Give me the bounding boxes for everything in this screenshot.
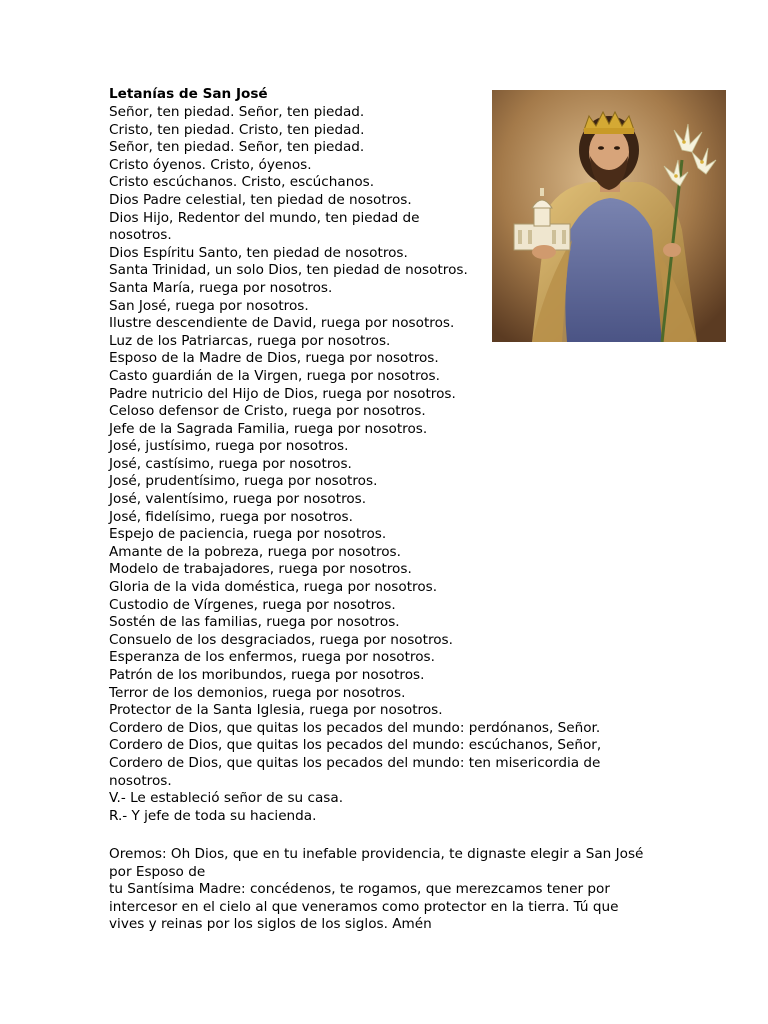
litany-line: Jefe de la Sagrada Familia, ruega por nosotros. (109, 420, 428, 437)
litany-line: Señor, ten piedad. Señor, ten piedad. (109, 139, 365, 156)
litany-line: Dios Espíritu Santo, ten piedad de nosotros. (109, 244, 408, 261)
litany-line: Padre nutricio del Hijo de Dios, ruega por nosotros. (109, 385, 456, 402)
litany-line: José, castísimo, ruega por nosotros. (109, 455, 352, 472)
prayer-line: tu Santísima Madre: concédenos, te rogamos, que merezcamos tener por (109, 881, 610, 898)
litany-line: Señor, ten piedad. Señor, ten piedad. (109, 104, 365, 120)
litany-line: R.- Y jefe de toda su hacienda. (109, 807, 317, 824)
litany-line: Luz de los Patriarcas, ruega por nosotros. (109, 332, 391, 349)
litany-line: Terror de los demonios, ruega por nosotros. (109, 684, 406, 701)
litany-line: Cordero de Dios, que quitas los pecados del mundo: perdónanos, Señor. (109, 719, 601, 736)
saint-joseph-illustration (492, 90, 726, 342)
litany-line: Santa María, ruega por nosotros. (109, 279, 333, 296)
litany-line: José, justísimo, ruega por nosotros. (109, 438, 349, 455)
litany-line: Gloria de la vida doméstica, ruega por nosotros. (109, 579, 438, 596)
litany-line: Esposo de la Madre de Dios, ruega por nosotros. (109, 350, 439, 367)
litany-line: Sostén de las familias, ruega por nosotros. (109, 614, 400, 631)
prayer-line: Oremos: Oh Dios, que en tu inefable providencia, te dignaste elegir a San José (109, 846, 644, 862)
litany-line: Esperanza de los enfermos, ruega por nosotros. (109, 649, 435, 666)
closing-prayer (109, 846, 669, 934)
litany-line: Patrón de los moribundos, ruega por nosotros. (109, 667, 425, 683)
litany-line: Consuelo de los desgraciados, ruega por nosotros. (109, 631, 453, 648)
litany-line: José, prudentísimo, ruega por nosotros. (109, 473, 378, 490)
litany-line: Custodio de Vírgenes, ruega por nosotros. (109, 596, 396, 613)
litany-line: San José, ruega por nosotros. (109, 297, 309, 314)
litany-line: Dios Padre celestial, ten piedad de nosotros. (109, 191, 412, 208)
litany-line: Dios Hijo, Redentor del mundo, ten piedad de (109, 209, 420, 226)
litany-line: V.- Le estableció señor de su casa. (109, 790, 344, 807)
litany-line: Cristo, ten piedad. Cristo, ten piedad. (109, 121, 365, 138)
litany-line: Cristo escúchanos. Cristo, escúchanos. (109, 174, 375, 191)
prayer-line: intercesor en el cielo al que veneramos como protector en la tierra. Tú que (109, 898, 619, 915)
litany-line: Amante de la pobreza, ruega por nosotros. (109, 543, 401, 560)
litany-line: José, valentísimo, ruega por nosotros. (109, 491, 367, 508)
prayer-line: por Esposo de (109, 863, 206, 880)
litany-line: Espejo de paciencia, ruega por nosotros. (109, 526, 387, 543)
litany-line: José, fidelísimo, ruega por nosotros. (109, 508, 353, 525)
litany-line: Celoso defensor de Cristo, ruega por nosotros. (109, 403, 426, 420)
litany-line: nosotros. (109, 772, 172, 789)
litany-line: Cordero de Dios, que quitas los pecados del mundo: escúchanos, Señor, (109, 737, 602, 754)
litany-line: Protector de la Santa Iglesia, ruega por nosotros. (109, 702, 443, 719)
litany-line: Ilustre descendiente de David, ruega por nosotros. (109, 315, 455, 332)
page-title: Letanías de San José (109, 86, 268, 102)
prayer-line: vives y reinas por los siglos de los siglos. Amén (109, 916, 432, 933)
saint-joseph-painting-icon (492, 90, 726, 342)
litany-line: Santa Trinidad, un solo Dios, ten piedad de nosotros. (109, 262, 468, 279)
litany-line: Casto guardián de la Virgen, ruega por nosotros. (109, 367, 440, 384)
litany-line: nosotros. (109, 227, 172, 244)
litany-line: Modelo de trabajadores, ruega por nosotros. (109, 561, 412, 578)
litany-line: Cristo óyenos. Cristo, óyenos. (109, 156, 312, 173)
litany-line: Cordero de Dios, que quitas los pecados del mundo: ten misericordia de (109, 754, 601, 771)
